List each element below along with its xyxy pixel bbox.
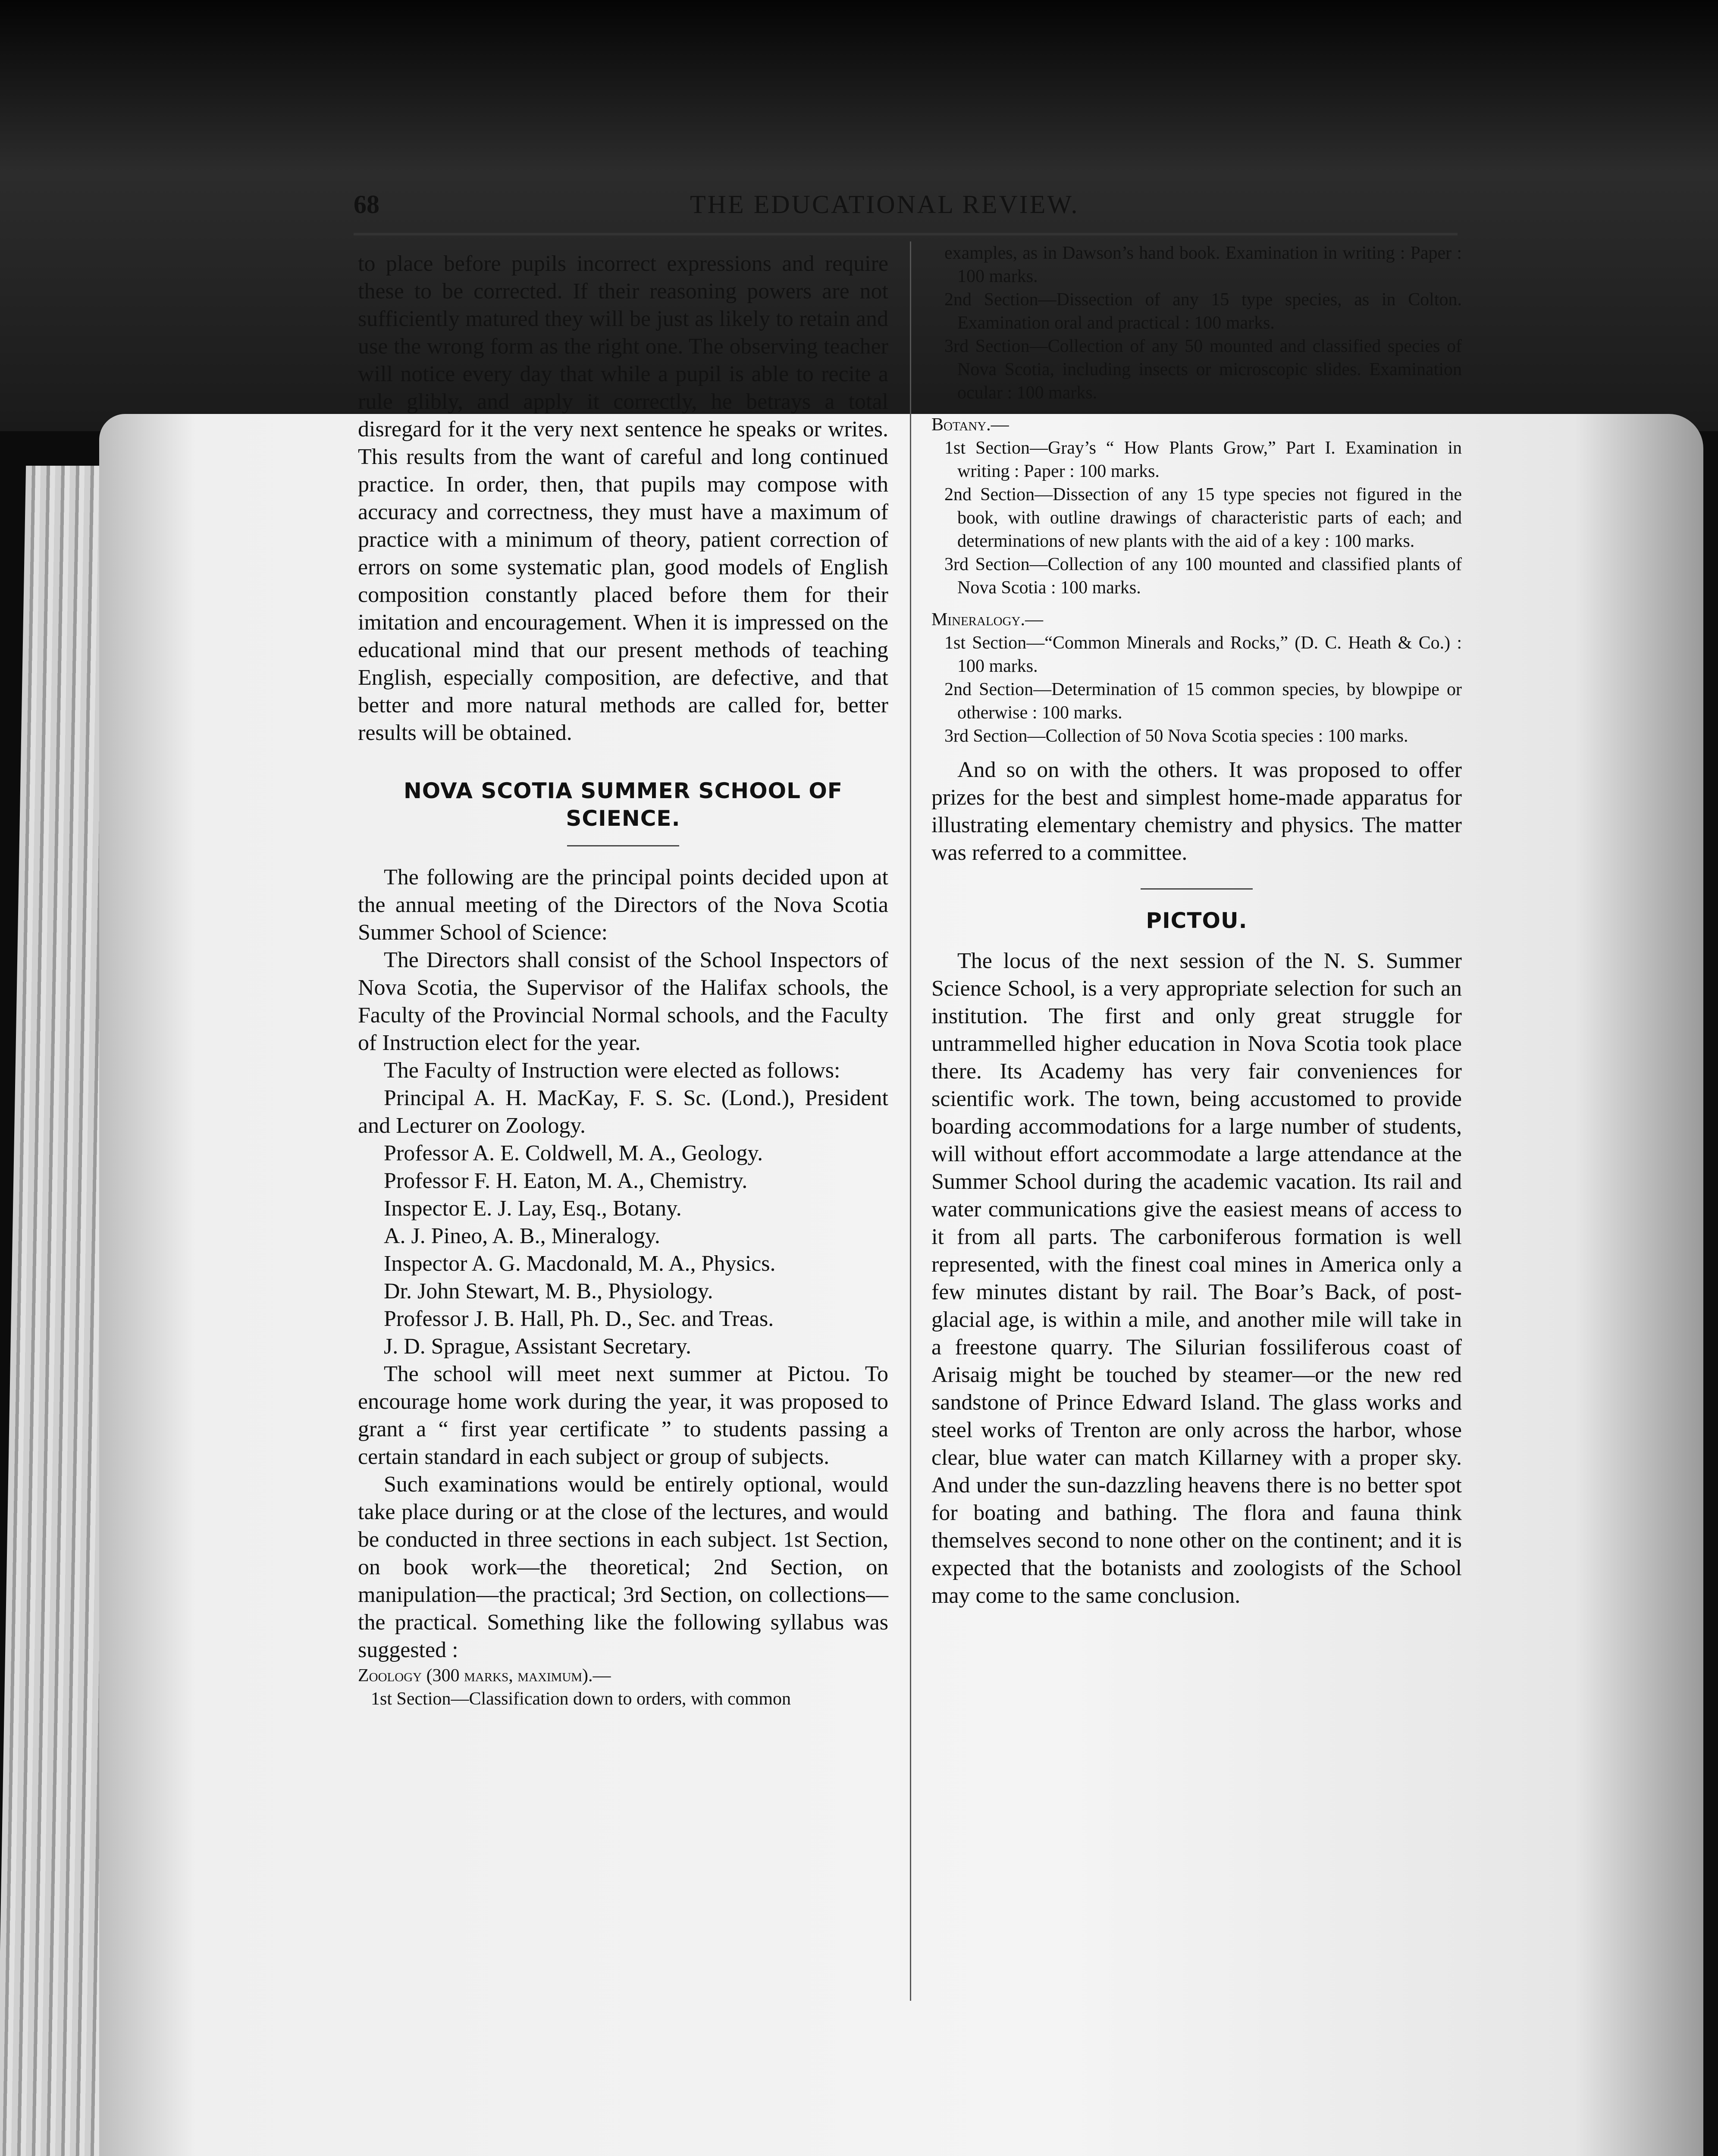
faculty-item: Principal A. H. MacKay, F. S. Sc. (Lond.), President and Lecturer on Zoology. <box>358 1086 888 1138</box>
faculty-item: Professor J. B. Hall, Ph. D., Sec. and Treas. <box>384 1307 774 1331</box>
paragraph: The locus of the next session of the N. S. Summer Science School, is a very appropriate selection for such an institution. The first and only great struggle for untrammelled higher education in Nova Scotia took place there. Its Academy has very fair conveniences for scientific work. The town, being accustomed to provide boarding accommodations for a large number of students, will without effort accommodate a large attendance at the Summer School during the academic vacation. Its rail and water communications give the easiest means of access to it from all parts. The carboniferous formation is well represented, with the finest coal mines in America only a few minutes distant by rail. The Boar’s Back, of post-glacial age, is within a mile, and another mile will take in a freestone quarry. The Silurian fossiliferous coast of Arisaig might be touched by steamer—or the new red sandstone of Prince Edward Island. The glass works and steel works of Trenton are only across the harbor, whose clear, blue water can match Killarney with a proper sky. And under the sun-dazzling heavens there is no better spot for boating and bathing. The flora and fauna think themselves second to none other on the continent; and it is expected that the botanists and zoologists of the School may come to the same conclusion. <box>931 949 1462 1608</box>
paragraph: Such examinations would be entirely optional, would take place during or at the close of the lectures, and would be conducted in three sections in each subject. 1st Section, on book work—the theoretical; 2nd Section, on manipulation—the practical; 3rd Section, on collections—the practical. Something like the following syllabus was suggested : <box>358 1472 888 1662</box>
paragraph: The Faculty of Instruction were elected as follows: <box>384 1058 840 1083</box>
syllabus-item: 3rd Section—Collection of any 100 mounted and classified plants of Nova Scotia : 100 marks. <box>944 555 1462 598</box>
faculty-item: J. D. Sprague, Assistant Secretary. <box>384 1334 691 1359</box>
section-heading: PICTOU. <box>1146 908 1248 933</box>
faculty-item: A. J. Pineo, A. B., Mineralogy. <box>384 1224 660 1248</box>
syllabus-item: 3rd Section—Collection of 50 Nova Scotia species : 100 marks. <box>944 726 1408 746</box>
column-divider <box>910 241 911 2001</box>
page-number: 68 <box>354 190 379 219</box>
left-column <box>358 250 888 1711</box>
syllabus-item: 3rd Section—Collection of any 50 mounted and classified species of Nova Scotia, including insects or microscopic slides. Examination ocular : 100 marks. <box>944 336 1462 403</box>
faculty-item: Professor A. E. Coldwell, M. A., Geology. <box>384 1141 763 1166</box>
page-title: THE EDUCATIONAL REVIEW. <box>690 190 1079 219</box>
faculty-item: Inspector A. G. Macdonald, M. A., Physics. <box>384 1251 776 1276</box>
paragraph: The Directors shall consist of the School Inspectors of Nova Scotia, the Supervisor of the Halifax schools, the Faculty of the Provincial Normal schools, and the Faculty of Instruction elect for the year. <box>358 948 888 1055</box>
right-column <box>931 241 1462 1610</box>
paragraph: to place before pupils incorrect expressions and require these to be corrected. If their reasoning powers are not sufficiently matured they will be just as likely to retain and use the wrong form as the right one. The observing teacher will notice every day that while a pupil is able to recite a rule glibly, and apply it correctly, he betrays a total disregard for it the very next sentence he speaks or writes. This results from the want of careful and long continued practice. In order, then, that pupils may compose with accuracy and correctness, they must have a maximum of practice with a minimum of theory, patient correction of errors on some systematic plan, good models of English composition constantly placed before them for their imitation and encouragement. When it is impressed on the educational mind that our present methods of teaching English, especially composition, are defective, and that better and more natural methods are called for, better results will be obtained. <box>358 251 888 745</box>
syllabus-item: 1st Section—Gray’s “ How Plants Grow,” Part I. Examination in writing : Paper : 100 marks. <box>944 438 1462 481</box>
section-rule <box>1141 888 1253 890</box>
page-header <box>354 190 1458 229</box>
paragraph: And so on with the others. It was proposed to offer prizes for the best and simplest home-made apparatus for illustrating elementary chemistry and physics. The matter was referred to a committee. <box>931 758 1462 865</box>
syllabus-item: examples, as in Dawson’s hand book. Examination in writing : Paper : 100 marks. <box>944 243 1462 286</box>
subject-heading: Zoology (300 marks, maximum).— <box>358 1666 611 1686</box>
faculty-item: Inspector E. J. Lay, Esq., Botany. <box>384 1196 682 1221</box>
paragraph: The following are the principal points decided upon at the annual meeting of the Directors of the Nova Scotia Summer School of Science: <box>358 865 888 945</box>
syllabus-item: 1st Section—Classification down to orders, with common <box>371 1689 791 1709</box>
section-heading: NOVA SCOTIA SUMMER SCHOOL OF SCIENCE. <box>403 778 843 831</box>
book-page <box>99 414 1703 2156</box>
header-rule <box>354 233 1458 235</box>
heading-rule <box>567 845 679 846</box>
faculty-item: Dr. John Stewart, M. B., Physiology. <box>384 1279 713 1304</box>
faculty-item: Professor F. H. Eaton, M. A., Chemistry. <box>384 1169 748 1193</box>
syllabus-item: 2nd Section—Dissection of any 15 type species not figured in the book, with outline drawings of characteristic parts of each; and determinations of new plants with the aid of a key : 100 marks. <box>944 485 1462 551</box>
subject-heading: Mineralogy.— <box>931 610 1043 630</box>
paragraph: The school will meet next summer at Pictou. To encourage home work during the year, it was proposed to grant a “ first year certificate ” to students passing a certain standard in each subject or group of subjects. <box>358 1362 888 1469</box>
syllabus-item: 2nd Section—Determination of 15 common species, by blowpipe or otherwise : 100 marks. <box>944 680 1462 723</box>
subject-heading: Botany.— <box>931 415 1009 435</box>
syllabus-item: 2nd Section—Dissection of any 15 type species, as in Colton. Examination oral and practical : 100 marks. <box>944 290 1462 333</box>
syllabus-item: 1st Section—“Common Minerals and Rocks,” (D. C. Heath & Co.) : 100 marks. <box>944 633 1462 676</box>
